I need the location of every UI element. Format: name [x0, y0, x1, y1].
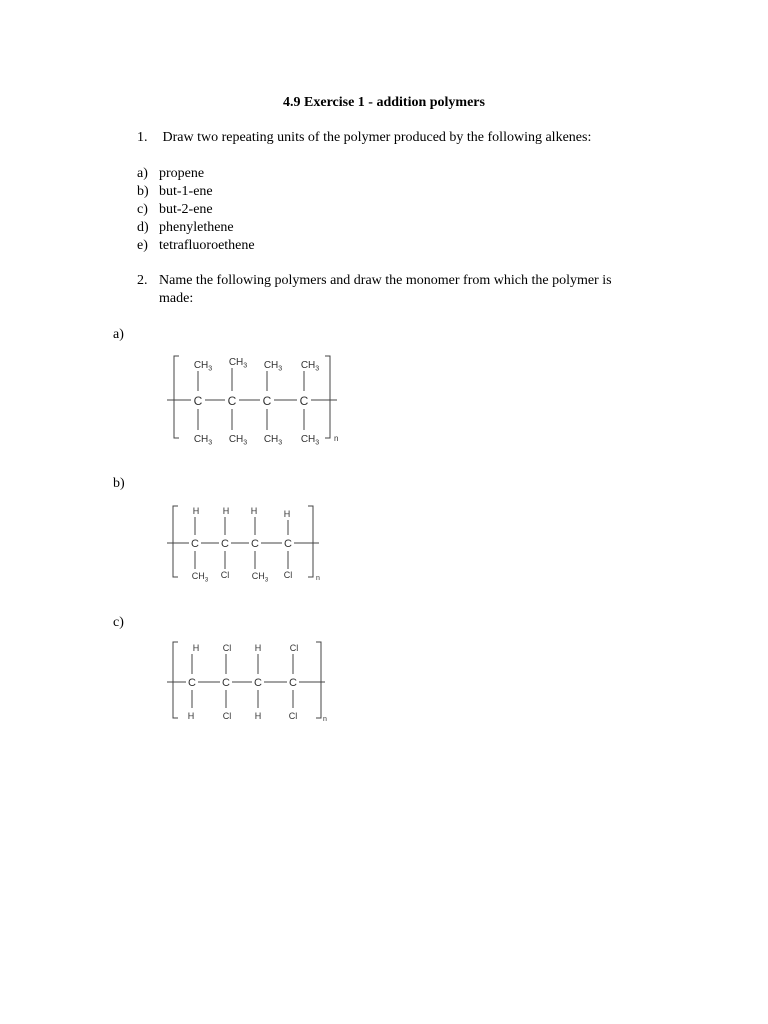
polymer-structure-c — [165, 640, 335, 725]
carbon-atom: C — [188, 677, 196, 689]
bottom-group: H — [187, 711, 195, 721]
top-group: Cl — [222, 643, 232, 653]
polymer-structure-b — [165, 503, 325, 585]
question-2 — [137, 272, 612, 308]
bottom-group: H — [254, 711, 262, 721]
repeat-subscript: n — [316, 575, 320, 582]
item-label: b) — [137, 184, 149, 199]
list-item — [137, 219, 255, 237]
top-group: $CH_3$ — [263, 360, 283, 373]
question-text: Name the following polymers and draw the monomer from which the polymer is — [159, 273, 612, 288]
carbon-atom: C — [221, 538, 229, 550]
alkene-list — [137, 165, 255, 255]
carbon-atom: C — [262, 394, 272, 408]
carbon-atom: C — [191, 538, 199, 550]
item-text: but-1-ene — [159, 184, 213, 199]
carbon-atom: C — [193, 394, 203, 408]
top-group: H — [192, 643, 200, 653]
list-item — [137, 237, 255, 255]
bottom-group: $CH_3$ — [191, 571, 209, 584]
bottom-group: Cl — [288, 711, 298, 721]
item-label: c) — [137, 202, 148, 217]
part-label-b: b) — [113, 476, 125, 491]
item-text: phenylethene — [159, 220, 234, 235]
list-item — [137, 183, 255, 201]
carbon-atom: C — [289, 677, 297, 689]
page-title: 4.9 Exercise 1 - addition polymers — [283, 95, 485, 110]
bottom-group: $CH_3$ — [300, 434, 320, 447]
carbon-atom: C — [251, 538, 259, 550]
question-text: Draw two repeating units of the polymer produced by the following alkenes: — [162, 130, 592, 145]
part-label-c: c) — [113, 615, 124, 630]
bottom-group: Cl — [283, 570, 293, 580]
item-text: but-2-ene — [159, 202, 213, 217]
item-text: propene — [159, 166, 205, 181]
top-group: Cl — [289, 643, 299, 653]
top-group: H — [283, 509, 291, 519]
top-group: $CH_3$ — [300, 360, 320, 373]
list-item — [137, 165, 255, 183]
top-group: H — [254, 643, 262, 653]
top-group: $CH_3$ — [193, 360, 213, 373]
polymer-structure-a — [165, 350, 345, 450]
list-item — [137, 201, 255, 219]
repeat-subscript: n — [323, 716, 327, 723]
top-group: H — [222, 506, 230, 516]
carbon-atom: C — [299, 394, 309, 408]
bottom-group: $CH_3$ — [228, 434, 248, 447]
bottom-group: Cl — [220, 570, 230, 580]
carbon-atom: C — [254, 677, 262, 689]
top-group: $CH_3$ — [228, 357, 248, 370]
bottom-group: $CH_3$ — [193, 434, 213, 447]
part-label-a: a) — [113, 327, 124, 342]
bottom-group: $CH_3$ — [251, 571, 269, 584]
bottom-group: Cl — [222, 711, 232, 721]
carbon-atom: C — [284, 538, 292, 550]
top-group: H — [192, 506, 200, 516]
question-number: 2. — [137, 273, 148, 288]
item-label: a) — [137, 166, 148, 181]
question-number: 1. — [137, 130, 148, 145]
question-text-continued: made: — [159, 291, 194, 306]
bottom-group: $CH_3$ — [263, 434, 283, 447]
item-label: e) — [137, 238, 148, 253]
carbon-atom: C — [222, 677, 230, 689]
item-label: d) — [137, 220, 149, 235]
item-text: tetrafluoroethene — [159, 238, 255, 253]
repeat-subscript: n — [334, 434, 339, 443]
top-group: H — [250, 506, 258, 516]
question-1 — [137, 129, 591, 147]
carbon-atom: C — [227, 394, 237, 408]
